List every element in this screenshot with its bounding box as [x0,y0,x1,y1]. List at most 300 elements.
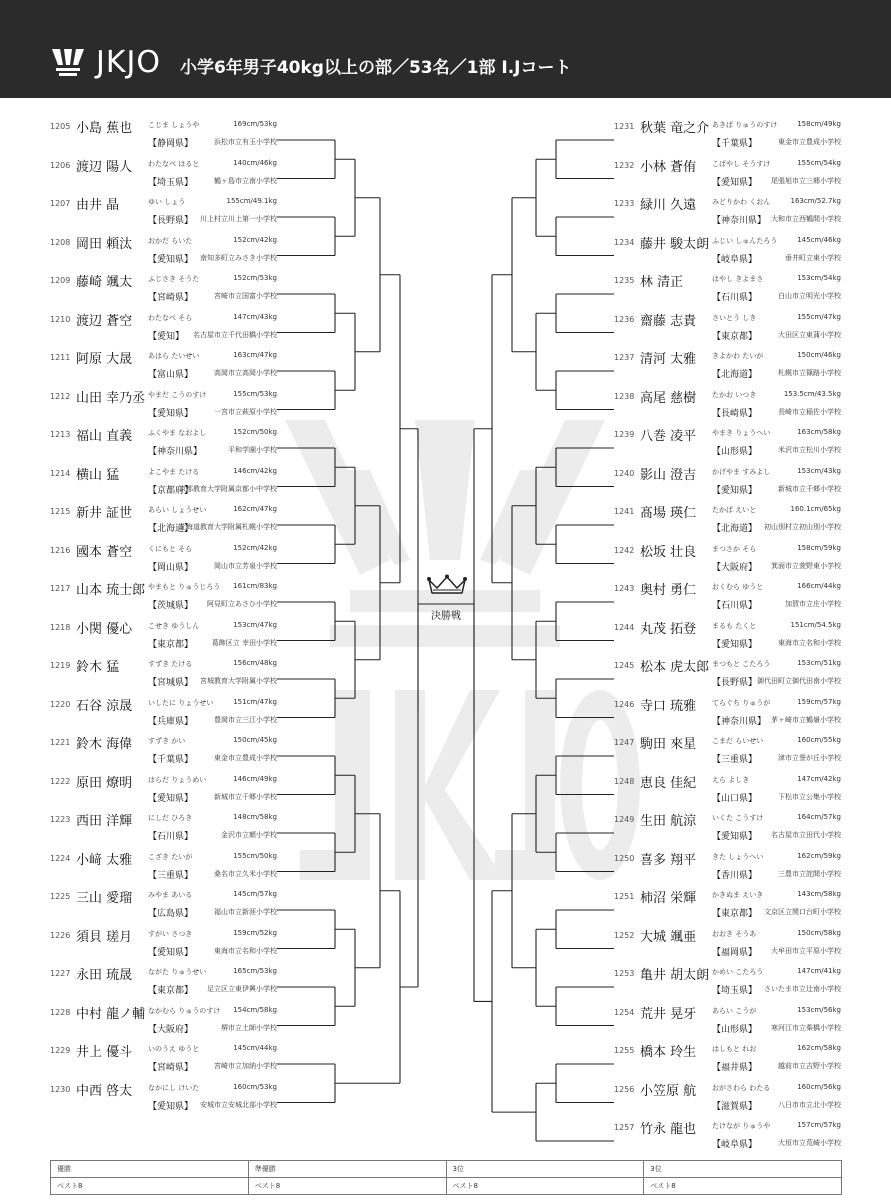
competitor-name: 奥村 勇仁 [640,583,697,598]
school-name: 津市立誉が丘小学校 [778,754,841,762]
school-name: 大牟田市立平原小学校 [771,946,841,955]
height-weight: 156cm/48kg [233,659,277,667]
competitor-furigana: こざき たいが [148,852,193,861]
height-weight: 152cm/42kg [233,235,277,244]
results-row-top [51,1161,842,1178]
competitor-number: 1241 [614,507,635,516]
competitor-number: 1211 [50,353,71,362]
height-weight: 158cm/49kg [797,120,841,128]
height-weight: 150cm/58kg [797,928,841,937]
prefecture: 【愛知】 [148,331,185,342]
competitor-number: 1219 [50,661,71,670]
prefecture: 【石川県】 [148,832,194,842]
school-name: 平和学園小学校 [228,446,277,454]
school-name: 名古屋市立千代田橋小学校 [193,330,277,339]
height-weight: 152cm/53kg [233,274,277,282]
competitor-furigana: あはら たいせい [148,352,200,360]
competitor-furigana: まつもと こたろう [712,660,771,668]
prefecture: 【長野県】 [148,216,194,226]
competitor-name: 山田 幸乃丞 [76,390,146,406]
competitor-furigana: あらい しょうせい [148,506,207,514]
competitor-name: 恵良 佳紀 [640,775,697,791]
school-name: 大田区立東蒲小学校 [778,330,841,339]
competitor-number: 1251 [614,892,635,901]
competitor-name: 中村 龍ノ輔 [76,1006,146,1022]
school-name: 八日市市立北小学校 [778,1100,841,1109]
competitor-number: 1247 [614,738,635,747]
competitor-furigana: なかにし けいた [148,1083,200,1092]
school-name: 名古屋市立田代小学校 [771,831,841,839]
logo-text: JKJO [96,45,161,80]
competitor-furigana: おがさわら わたる [712,1083,771,1092]
school-name: 長崎市立稲佐小学校 [778,407,841,416]
height-weight: 153cm/51kg [797,659,841,667]
competitor-number: 1216 [50,545,71,555]
height-weight: 145cm/44kg [233,1044,277,1052]
height-weight: 151cm/54.5kg [790,620,841,629]
prefecture: 【東京都】 [712,909,758,919]
prefecture: 【石川県】 [712,293,758,303]
competitor-name: 橋本 玲生 [640,1045,697,1060]
prefecture: 【愛知県】 [712,177,758,188]
competitor-furigana: はらだ りょうめい [148,775,207,784]
prefecture: 【長野県】 [712,678,758,688]
school-name: 下松市立公集小学校 [778,792,841,801]
prefecture: 【茨城県】 [148,601,194,611]
school-name: 新城市立千郷小学校 [778,484,841,493]
competitor-furigana: こばやし そうすけ [712,159,771,168]
school-name: 宮城教育大学附属小学校 [200,677,277,685]
prefecture: 【愛知県】 [148,1101,194,1112]
competitor-name: 秋葉 竜之介 [640,121,710,136]
prefecture: 【広島県】 [148,909,194,919]
competitor-number: 1214 [50,468,71,478]
competitor-number: 1221 [50,738,71,747]
school-name: 浜松市立有玉小学校 [214,138,277,146]
competitor-number: 1232 [614,160,635,170]
school-name: 金沢市立額小学校 [221,831,277,839]
competitor-furigana: かめい こたろう [712,968,764,976]
height-weight: 155cm/47kg [797,312,841,321]
prefecture: 【岐阜県】 [712,1140,758,1150]
competitor-name: 由井 晶 [76,198,120,213]
competitor-name: 竹永 龍也 [640,1122,697,1137]
competitor-number: 1248 [614,776,635,786]
competitor-name: 國本 蒼空 [76,544,133,560]
competitor-number: 1220 [50,699,71,709]
competitor-furigana: たけなが りゅうや [712,1122,771,1130]
competitor-furigana: ふじい しゅんたろう [712,236,778,245]
school-name: 一宮市立萩原小学校 [214,407,277,416]
competitor-furigana: やまき りょうへい [712,429,771,437]
competitor-entry [614,1122,891,1162]
school-name: 南知多町立みさき小学校 [200,253,277,262]
competitor-name: 中西 啓太 [76,1083,133,1099]
competitor-name: 三山 愛瑠 [76,891,133,906]
height-weight: 153.5cm/43.5kg [783,389,841,398]
height-weight: 159cm/57kg [797,697,841,706]
competitor-furigana: かきぬま えいき [712,891,764,899]
prefecture: 【東京都】 [148,986,194,996]
competitor-furigana: おおき そうあ [712,929,757,938]
competitor-furigana: きた しょうへい [712,852,764,861]
competitor-name: 石谷 涼晟 [76,698,133,714]
prefecture: 【長崎県】 [712,408,758,419]
prefecture: 【神奈川県】 [148,447,203,457]
competitor-name: 新井 証世 [76,506,133,521]
best8-cell: ベスト8 [248,1178,446,1195]
competitor-name: 藤井 駿太朗 [640,236,710,252]
school-name: 東海市立名和小学校 [778,638,841,647]
prefecture: 【埼玉県】 [712,986,758,996]
height-weight: 164cm/57kg [797,813,841,821]
prefecture: 【三重県】 [712,755,758,765]
prefecture: 【北海道】 [712,370,758,380]
height-weight: 169cm/53kg [233,120,277,128]
school-name: 垂井町立東小学校 [785,253,841,262]
competitor-number: 1240 [614,468,635,478]
prefecture: 【滋賀県】 [712,1101,758,1112]
competitor-number: 1245 [614,661,635,670]
competitor-furigana: こじま しょうや [148,121,200,129]
third-place-cell: 3位 [446,1161,644,1178]
prefecture: 【兵庫県】 [148,716,194,727]
competitor-furigana: たかお いつき [712,390,757,399]
height-weight: 155cm/49.1kg [226,197,277,205]
prefecture: 【静岡県】 [148,139,194,149]
competitor-furigana: よこやま たける [148,467,200,476]
school-name: 高岡市立高岡小学校 [214,369,277,377]
prefecture: 【富山県】 [148,370,194,380]
height-weight: 153cm/54kg [797,274,841,282]
height-weight: 160cm/53kg [233,1082,277,1091]
height-weight: 166cm/44kg [797,582,841,590]
prefecture: 【山形県】 [712,447,758,457]
competitor-furigana: みどりかわ くおん [712,198,771,206]
competitor-number: 1229 [50,1046,71,1055]
crown-icon [426,574,468,596]
competitor-furigana: はしもと れお [712,1045,757,1053]
school-name: 鶴ヶ島市立南小学校 [214,176,277,185]
school-name: 東金市立豊成小学校 [214,754,277,762]
competitor-number: 1237 [614,353,635,362]
competitor-number: 1239 [614,430,635,439]
competitor-name: 林 清正 [640,275,684,290]
height-weight: 162cm/47kg [233,505,277,513]
competitor-furigana: すずき たける [148,660,193,668]
school-name: 福山市立新涯小学校 [214,908,277,916]
school-name: 初山別村立初山別小学校 [764,523,841,531]
prefecture: 【宮崎県】 [148,293,194,303]
prefecture: 【香川県】 [712,870,758,881]
height-weight: 148cm/58kg [233,813,277,821]
prefecture: 【岡山県】 [148,562,194,573]
height-weight: 160.1cm/65kg [790,505,841,513]
school-name: 加賀市立庄小学校 [785,600,841,608]
prefecture: 【山口県】 [712,793,758,804]
competitor-number: 1225 [50,892,71,901]
height-weight: 157cm/57kg [797,1121,841,1129]
height-weight: 153cm/43kg [797,466,841,475]
competitor-furigana: なかむら りゅうのすけ [148,1006,221,1015]
competitor-name: 荒井 晃牙 [640,1006,697,1022]
school-name: 茅ヶ崎市立鶴嶺小学校 [771,715,841,724]
competitor-furigana: かげやま すみよし [712,467,771,476]
competitor-number: 1223 [50,815,71,824]
height-weight: 155cm/50kg [233,851,277,860]
best8-cell: ベスト8 [446,1178,644,1195]
height-weight: 153cm/47kg [233,620,277,629]
competitor-number: 1243 [614,584,635,593]
school-name: 文京区立関口台町小学校 [764,908,841,916]
prefecture: 【大阪府】 [148,1024,194,1035]
competitor-furigana: わたなべ はると [148,159,200,168]
prefecture: 【愛知県】 [712,832,758,842]
champion-cell: 優勝 [51,1161,249,1178]
competitor-furigana: てらぐち りゅうが [712,698,771,707]
competitor-name: 小﨑 太雅 [76,852,133,868]
school-name: 大和市立西鶴間小学校 [771,215,841,223]
competitor-name: 小林 蒼侑 [640,159,697,175]
competitor-name: 永田 琉晟 [76,968,133,983]
height-weight: 146cm/49kg [233,774,277,783]
prefecture: 【千葉県】 [148,755,194,765]
competitor-name: 松坂 壮良 [640,544,697,560]
competitor-name: 井上 優斗 [76,1045,133,1060]
height-weight: 145cm/57kg [233,890,277,898]
competitor-furigana: えら よしき [712,775,750,784]
competitor-name: 須貝 瑳月 [76,929,133,945]
school-name: 東金市立豊成小学校 [778,138,841,146]
competitor-number: 1213 [50,430,71,439]
competitor-number: 1227 [50,969,71,978]
best8-cell: ベスト8 [51,1178,249,1195]
school-name: 新城市立千郷小学校 [214,792,277,801]
height-weight: 143cm/58kg [797,890,841,898]
competitor-number: 1233 [614,199,635,208]
height-weight: 163cm/58kg [797,428,841,436]
competitor-name: 鈴木 猛 [76,660,120,675]
school-name: 堺市立土師小学校 [221,1023,277,1032]
school-name: 京都教育大学附属京都小中学校 [179,484,277,493]
prefecture: 【愛知県】 [148,793,194,804]
school-name: 宮崎市立加納小学校 [214,1062,277,1070]
prefecture: 【石川県】 [712,601,758,611]
competitor-number: 1231 [614,122,635,131]
competitor-name: 松本 虎太郎 [640,660,710,675]
competitor-name: 柿沼 栄輝 [640,891,697,906]
event-title: 小学6年男子40kg以上の部／53名／1部 I.Jコート [180,58,572,78]
prefecture: 【大阪府】 [712,562,758,573]
competitor-name: 喜多 翔平 [640,852,697,868]
competitor-number: 1224 [50,853,71,863]
competitor-furigana: はやし きよまさ [712,275,764,283]
competitor-number: 1226 [50,930,71,940]
competitor-name: 駒田 來星 [640,737,697,752]
competitor-furigana: ゆい しょう [148,198,186,206]
competitor-number: 1209 [50,276,71,285]
competitor-furigana: おくむら ゆうと [712,583,764,591]
competitor-furigana: おかだ らいた [148,236,193,245]
competitor-number: 1206 [50,160,71,170]
prefecture: 【北海道】 [148,524,194,534]
competitor-furigana: いくた こうすけ [712,814,764,822]
competitor-number: 1254 [614,1007,635,1017]
school-name: 越前市立吉野小学校 [778,1062,841,1070]
school-name: 岡山市立芳泉小学校 [214,561,277,570]
competitor-number: 1215 [50,507,71,516]
height-weight: 140cm/46kg [233,158,277,167]
height-weight: 163cm/47kg [233,351,277,359]
competitor-name: 齋藤 志貴 [640,313,697,329]
competitor-number: 1235 [614,276,635,285]
school-name: 桑名市立久米小学校 [214,869,277,878]
competitor-number: 1253 [614,969,635,978]
height-weight: 163cm/52.7kg [790,197,841,205]
competitor-name: 小関 優心 [76,621,133,637]
competitor-number: 1230 [50,1084,71,1094]
competitor-furigana: みやま あいる [148,891,193,899]
height-weight: 155cm/53kg [233,389,277,398]
school-name: 箕面市立萱野東小学校 [771,561,841,570]
prefecture: 【千葉県】 [712,139,758,149]
prefecture: 【愛知県】 [148,408,194,419]
height-weight: 158cm/59kg [797,543,841,552]
competitor-name: 髙場 瑛仁 [640,506,697,521]
school-name: 豊岡市立三江小学校 [214,715,277,724]
results-row-best8 [51,1178,842,1195]
competitor-furigana: いしたに りょうせい [148,698,214,707]
competitor-furigana: いのうえ ゆうと [148,1045,200,1053]
competitor-number: 1242 [614,545,635,555]
height-weight: 153cm/56kg [797,1005,841,1014]
school-name: 東海市立名和小学校 [214,946,277,955]
height-weight: 147cm/43kg [233,312,277,321]
competitor-number: 1255 [614,1046,635,1055]
school-name: 米沢市立松川小学校 [778,446,841,454]
competitor-name: 小島 蕉也 [76,121,133,136]
prefecture: 【愛知県】 [148,947,194,958]
competitor-name: 鈴木 海偉 [76,737,133,752]
competitor-furigana: わたなべ そら [148,313,193,322]
height-weight: 151cm/47kg [233,697,277,706]
competitor-number: 1228 [50,1007,71,1017]
competitor-number: 1257 [614,1123,635,1132]
height-weight: 162cm/58kg [797,1044,841,1052]
third-place-cell: 3位 [644,1161,842,1178]
competitor-number: 1207 [50,199,71,208]
prefecture: 【神奈川県】 [712,716,767,727]
competitor-name: 亀井 胡太朗 [640,968,710,983]
height-weight: 162cm/59kg [797,851,841,860]
results-table [50,1160,842,1195]
school-name: 宮崎市立国富小学校 [214,292,277,300]
prefecture: 【神奈川県】 [712,216,767,226]
best8-cell: ベスト8 [644,1178,842,1195]
competitor-name: 寺口 琉雅 [640,698,697,714]
prefecture: 【三重県】 [148,870,194,881]
competitor-furigana: くにもと そら [148,544,193,553]
competitor-name: 小笠原 航 [640,1083,697,1099]
competitor-number: 1218 [50,622,71,632]
competitor-number: 1236 [614,314,635,324]
competitor-name: 岡田 頼汰 [76,236,133,252]
competitor-name: 山本 琉士郎 [76,583,146,598]
prefecture: 【宮城県】 [148,678,194,688]
height-weight: 165cm/53kg [233,967,277,975]
school-name: 安城市立安城北部小学校 [200,1100,277,1109]
competitor-name: 緑川 久遠 [640,198,697,213]
height-weight: 147cm/42kg [797,774,841,783]
prefecture: 【愛知県】 [712,639,758,650]
height-weight: 161cm/83kg [233,582,277,590]
school-name: 寒河江市立柴橋小学校 [771,1023,841,1032]
prefecture: 【東京都】 [712,331,758,342]
final-match-label: 決勝戦 [431,611,461,622]
height-weight: 152cm/50kg [233,428,277,436]
school-name: 御代田町立御代田南小学校 [757,677,841,685]
competitor-name: 西田 洋輝 [76,814,133,829]
competitor-furigana: まつさか そら [712,544,757,553]
school-name: さいたま市立辻南小学校 [764,985,841,993]
competitor-furigana: あきば りゅうのすけ [712,121,778,129]
competitor-number: 1249 [614,815,635,824]
competitor-number: 1246 [614,699,635,709]
competitor-name: 大城 颯亜 [640,929,697,945]
competitor-furigana: ながた りゅうせい [148,968,207,976]
competitor-furigana: あらい こうが [712,1006,757,1015]
height-weight: 150cm/45kg [233,736,277,744]
competitor-name: 丸茂 拓登 [640,621,697,637]
height-weight: 159cm/52kg [233,928,277,937]
height-weight: 147cm/41kg [797,967,841,975]
school-name: 葛飾区立 幸田小学校 [211,638,277,647]
competitor-name: 生田 航涼 [640,814,697,829]
competitor-name: 清河 太雅 [640,352,697,367]
competitor-furigana: ふじさき そうた [148,275,200,283]
competitor-name: 渡辺 蒼空 [76,313,133,329]
competitor-number: 1210 [50,314,71,324]
prefecture: 【東京都】 [148,639,194,650]
school-name: 川上村立川上第一小学校 [200,215,277,223]
competitor-name: 藤崎 颯太 [76,275,133,290]
competitor-number: 1256 [614,1084,635,1094]
prefecture: 【岐阜県】 [712,254,758,265]
prefecture: 【山形県】 [712,1024,758,1035]
competitor-name: 渡辺 陽人 [76,159,133,175]
school-name: 阿見町立あさひ小学校 [207,600,277,608]
competitor-number: 1244 [614,622,635,632]
prefecture: 【愛知県】 [712,485,758,496]
competitor-number: 1212 [50,391,71,401]
competitor-name: 影山 澄吉 [640,467,697,483]
competitor-name: 阿原 大晟 [76,352,133,367]
prefecture: 【福井県】 [712,1063,758,1073]
prefecture: 【福岡県】 [712,947,758,958]
competitor-name: 原田 燎明 [76,775,133,791]
competitor-number: 1252 [614,930,635,940]
prefecture: 【北海道】 [712,524,758,534]
competitor-furigana: こまだ らいせい [712,737,764,745]
school-name: 尾張旭市立三郷小学校 [771,176,841,185]
competitor-furigana: すずき かい [148,737,186,745]
competitor-name: 八巻 凌平 [640,429,697,444]
height-weight: 150cm/46kg [797,351,841,359]
prefecture: 【埼玉県】 [148,177,194,188]
competitor-number: 1250 [614,853,635,863]
competitor-furigana: にしだ ひろき [148,814,193,822]
prefecture: 【宮崎県】 [148,1063,194,1073]
